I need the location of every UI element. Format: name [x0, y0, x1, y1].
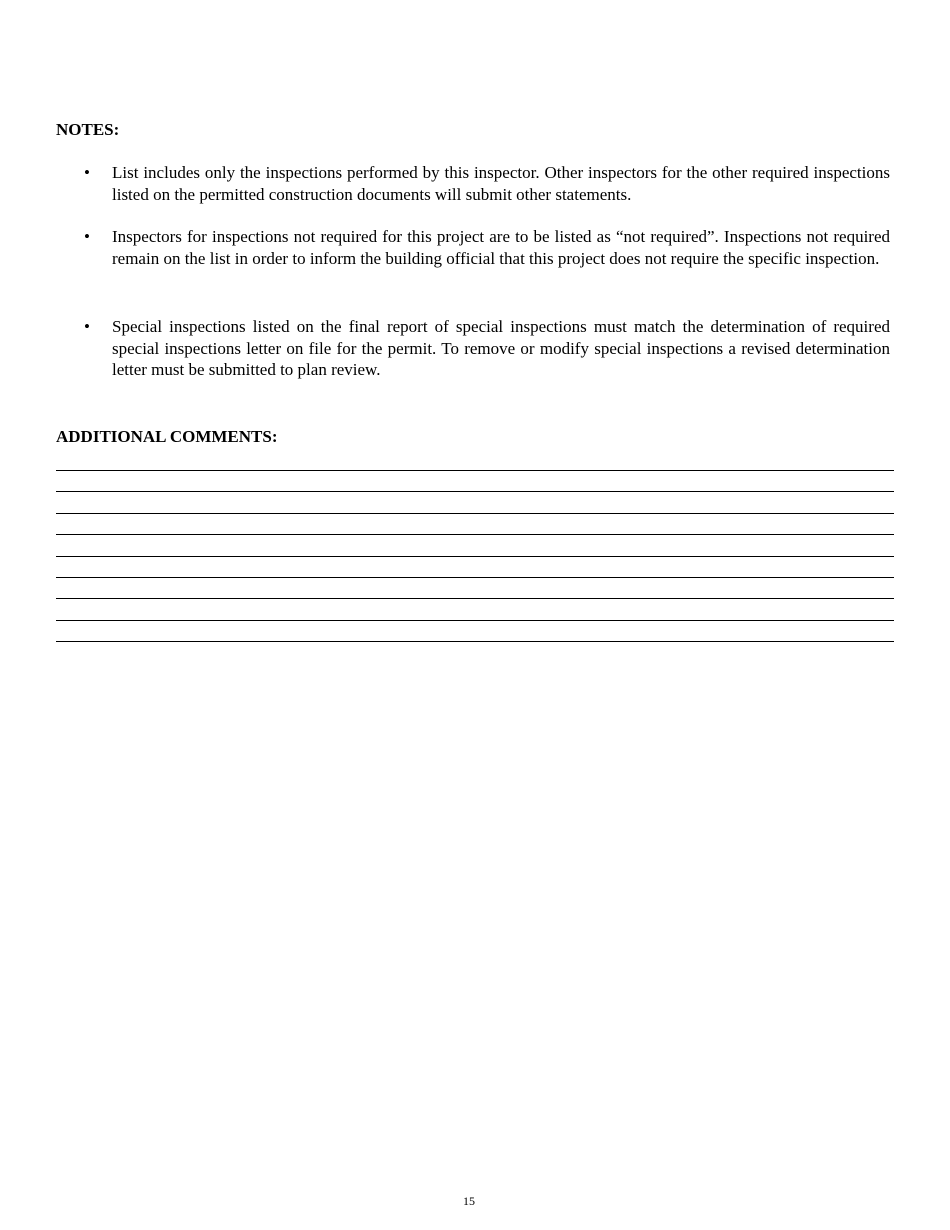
note-text: Inspectors for inspections not required for this project are to be listed as “not required”. Inspections not required remain on the list in order to inform the building official that this project does not require the specific inspection.	[112, 227, 890, 268]
notes-heading: NOTES:	[56, 120, 120, 139]
note-text: List includes only the inspections performed by this inspector. Other inspectors for the other required inspections listed on the permitted construction documents will submit other statements.	[112, 163, 890, 204]
comment-line[interactable]	[56, 577, 894, 578]
comment-line[interactable]	[56, 470, 894, 471]
comment-line[interactable]	[56, 556, 894, 557]
comment-line[interactable]	[56, 598, 894, 599]
comment-line[interactable]	[56, 491, 894, 492]
bullet-icon: •	[84, 227, 90, 246]
bullet-icon: •	[84, 317, 90, 336]
comment-line[interactable]	[56, 513, 894, 514]
bullet-icon: •	[84, 163, 90, 182]
comment-line[interactable]	[56, 620, 894, 621]
note-text: Special inspections listed on the final report of special inspections must match the determination of required special inspections letter on file for the permit. To remove or modify special inspections a revised determination letter must be submitted to plan review.	[112, 317, 890, 379]
page-number: 15	[463, 1194, 475, 1208]
comment-line[interactable]	[56, 641, 894, 642]
comment-line[interactable]	[56, 534, 894, 535]
additional-comments-heading: ADDITIONAL COMMENTS:	[56, 427, 278, 446]
